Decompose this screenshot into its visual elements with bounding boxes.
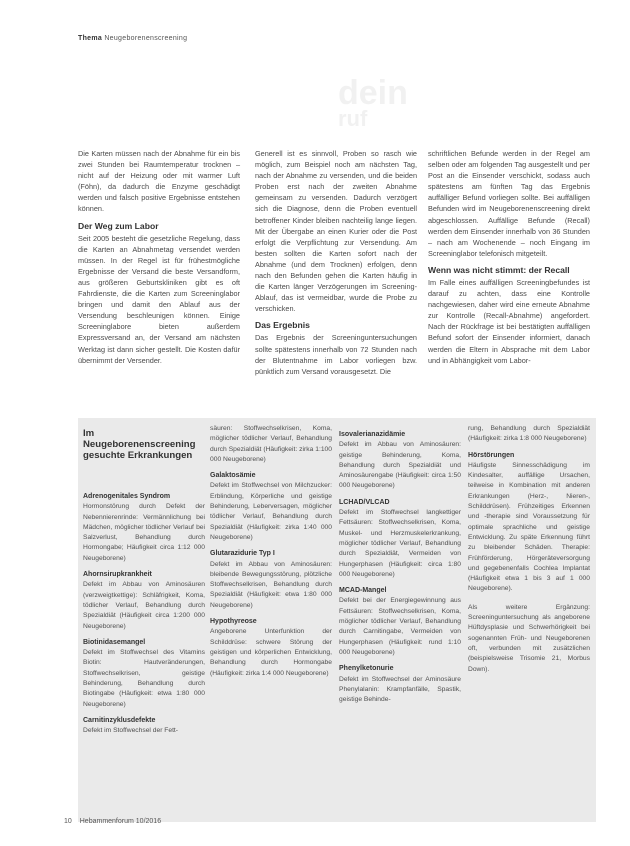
- disease-heading: Galaktosämie: [210, 472, 256, 480]
- paragraph: schriftlichen Befunde werden in der Regel am selben oder am folgenden Tag ausgestellt und per Post an die Einsender verschickt, sodass auch spätestens am fünften Tag das Ergebnis auffälliger Befund vorliegen sollte. Bei auffälligen Befunden wird im Neugeborenenscreening direkt abgeschlossen. Auffällige Befunde (Recall) werden dem Einsender innerhalb von 36 Stunden – nach am Wochenende – noch Eingang im Screeninglabor telefonisch mitgeteilt.: [428, 149, 590, 258]
- page-footer: [64, 818, 161, 825]
- disease-heading: Glutarazidurie Typ I: [210, 550, 275, 558]
- disease-text: Hormonstörung durch Defekt der Nebennierenrinde: Vermännlichung bei Mädchen, möglicher tödlicher Verlauf bei Salzverlust, Behandlung durch Hormongabe; Häufigkeit circa 1:12 000 Neugeborene): [83, 503, 205, 562]
- watermark-line1: dein: [338, 74, 408, 112]
- disease-info-box: [78, 418, 596, 822]
- paragraph: Generell ist es sinnvoll, Proben so rasch wie möglich, zum Beispiel noch am nächsten Tag, nach der Abnahme zu versenden, und die beiden Proben erst nach der zweiten Abnahme gemeinsam zu versenden. Dadurch verzögert sich die Diagnose, denn die Proben eventuell betroffener Kinder bleiben nachteilig lange liegen. Mit der Übergabe an einen Kurier oder die Post erfolgt die Verpflichtung zur Versendung. Am besten sollten die Karten sofort nach der Abnahme (und dem Trocknen) erfolgen, denn nach den Befunden gehen die Karten häufig in die Karten länger Verzögerungen im Screening-Ablauf, das ist vermeidbar, wurde die Probe zu verschicken.: [255, 149, 417, 314]
- paragraph: Seit 2005 besteht die gesetzliche Regelung, dass die Karten an Abnahmetag versendet werden müssen. In der Regel ist für frühestmögliche Ergebnisse der Versand die beste Versandform, aus größeren Geburtskliniken gibt es oft Fahrdienste, die die Karten zum Screeninglabor bringen und damit den Ablauf aus der Versendung beschleunigen können. Einige Screeninglabore bieten außerdem Expressversand an, der Versand am nächsten Werktag ist dann sicher gestellt. Die Kosten dafür übernimmt der Versender.: [78, 233, 240, 365]
- disease-text: Defekt im Stoffwechsel des Vitamins Biotin: Hautveränderungen, Stoffwechselkrisen, geistige Behinderung, Behandlung durch Biotingabe (Häufigkeit: etwa 1:80 000 Neugeborene): [83, 649, 205, 708]
- box-note: Als weitere Ergänzung: Screeninguntersuchung als angeborene Hüftdysplasie und Schwerhörigkeit bei sogenannten Früh- und Neugeborenen oft, verbunden mit zusätzlichen (beispielsweise Trisomie 21, Morbus Down).: [468, 603, 590, 673]
- issue-label: 10/2016: [135, 818, 162, 825]
- section-label: Thema: [78, 35, 103, 42]
- text-column-2: [255, 148, 417, 377]
- disease-text: Angeborene Unterfunktion der Schilddrüse: schwere Störung der geistigen und körperlichen Entwicklung, Behandlung durch Hormongabe (Häufigkeit: zirka 1:4 000 Neugeborene): [210, 628, 332, 677]
- topic-label: Neugeborenenscreening: [104, 35, 188, 42]
- disease-text: Defekt im Abbau von Aminosäuren: bleibende Bewegungsstörung, plötzliche Stoffwechselkrisen, Behandlung durch Spezialdiät (Häufigkeit: etwa 1:80 000 Neugeborene): [210, 560, 332, 609]
- disease-heading: Carnitinzyklusdefekte: [83, 716, 156, 724]
- box-title: Im Neugeborenenscreening gesuchte Erkrankungen: [83, 428, 196, 462]
- disease-heading: Isovalerianazidämie: [339, 431, 406, 438]
- disease-heading: Hypothyreose: [210, 618, 257, 626]
- subheading: Das Ergebnis: [255, 320, 310, 331]
- watermark-logo: [338, 74, 468, 131]
- paragraph: Die Karten müssen nach der Abnahme für ein bis zwei Stunden bei Raumtemperatur trocknen – nicht auf der Heizung oder mit warmer Luft (Föhn), da dadurch die Enzyme geschädigt werden und falsch positive Ergebnisse entstehen können.: [78, 149, 240, 214]
- disease-heading: MCAD-Mangel: [339, 587, 387, 595]
- disease-heading: LCHAD/VLCAD: [339, 498, 390, 506]
- disease-text: Defekt im Stoffwechsel der Fett-: [83, 727, 179, 735]
- running-head: [78, 35, 187, 42]
- watermark-line2: ruf: [338, 106, 368, 131]
- box-column-3: [339, 424, 461, 705]
- box-column-1: [83, 486, 205, 737]
- paragraph: Das Ergebnis der Screeninguntersuchungen sollte spätestens innerhalb von 72 Stunden nach der Blutentnahme im Labor vorliegen bzw. pünktlich zum Versand vorausgesetzt. Die: [255, 333, 417, 376]
- disease-text: Defekt bei der Energiegewinnung aus Fettsäuren: Stoffwechselkrisen, Koma, möglicher tödlicher Verlauf, Behandlung durch Carnitingabe, Vermeiden von Hungerphasen (Häufigkeit: rund 1:10 000 Neugeborene): [339, 597, 461, 656]
- disease-text: Defekt im Abbau von Aminosäuren: geistige Behinderung, Koma, Behandlung durch Spezialdiät und Aminosäurengabe (Häufigkeit: circa 1:50 000 Neugeborene): [339, 441, 461, 490]
- magazine-name: Hebammenforum: [79, 818, 134, 825]
- disease-text: Häufigste Sinnesschädigung im Kindesalter, auffällige Ursachen, teilweise in Kombination mit anderen Erkrankungen (Herz-, Nieren-, Schilddrüsen). Frühzeitiges Erkennen und -therapie sind Voraussetzung für optimale sprachliche und geistige Entwicklung. Zu späte Erkennung führt zu bleibender Schäden. Therapie: Frühförderung, Hörgeräteversorgung und gegebenenfalls Cochlea Implantat (Häufigkeit etwa 1 bis 3 auf 1 000 Neugeborene).: [468, 461, 590, 593]
- subheading: Der Weg zum Labor: [78, 220, 159, 231]
- text-column-1: [78, 148, 240, 366]
- disease-text: Defekt im Abbau von Aminosäuren (verzweigtkettige): Schläfrigkeit, Koma, tödlicher Verlauf, Behandlung durch Spezialdiät (Häufigkeit circa 1:200 000 Neugeborene): [83, 581, 205, 630]
- disease-text: rung, Behandlung durch Spezialdiät (Häufigkeit: zirka 1:8 000 Neugeborene): [468, 425, 590, 443]
- disease-text: Defekt im Stoffwechsel der Aminosäure Phenylalanin: Krampfanfälle, Spastik, geistige Behinde-: [339, 675, 461, 704]
- page-number: 10: [64, 818, 72, 825]
- box-column-4: [468, 424, 590, 675]
- disease-text: Defekt im Stoffwechsel langkettiger Fettsäuren: Stoffwechselkrisen, Koma, Muskel- und Herzmuskelerkrankung, möglicher tödlicher Verlauf, Behandlung durch Spezialdiät, Vermeiden von Hungerphasen (Häufigkeit: circa 1:80 000 Neugeborene): [339, 509, 461, 578]
- paragraph: Im Falle eines auffälligen Screeningbefundes ist darauf zu achten, dass eine Kontrolle nachgewiesen, daher wird eine erneute Abnahme zur Kontrolle (Recall-Abnahme) angefordert. Nach der Rückfrage ist bei bestätigten auffälligen Befund sofort der Einsender informiert, danach werden die Eltern in Absprache mit dem Labor und in Abhängigkeit vom Labor-: [428, 277, 590, 365]
- disease-text: säuren: Stoffwechselkrisen, Koma, möglicher tödlicher Verlauf, Behandlung durch Spezialdiät (Häufigkeit: zirka 1:100 000 Neugeborene): [210, 425, 332, 463]
- disease-heading: Adrenogenitales Syndrom: [83, 493, 171, 500]
- disease-heading: Phenylketonurie: [339, 665, 394, 673]
- subheading: Wenn was nicht stimmt: der Recall: [428, 264, 570, 275]
- disease-heading: Ahornsirupkrankheit: [83, 571, 152, 579]
- disease-heading: Biotinidasemangel: [83, 638, 146, 646]
- disease-text: Defekt im Stoffwechsel von Milchzucker: Erblindung, Körperliche und geistige Behinderung, Leberversagen, möglicher tödlicher Verlauf, Behandlung durch Spezialdiät (Häufigkeit: zirka 1:40 000 Neugeborene): [210, 482, 332, 541]
- disease-heading: Hörstörungen: [468, 451, 515, 459]
- box-column-2: [210, 424, 332, 679]
- text-column-3: [428, 148, 590, 366]
